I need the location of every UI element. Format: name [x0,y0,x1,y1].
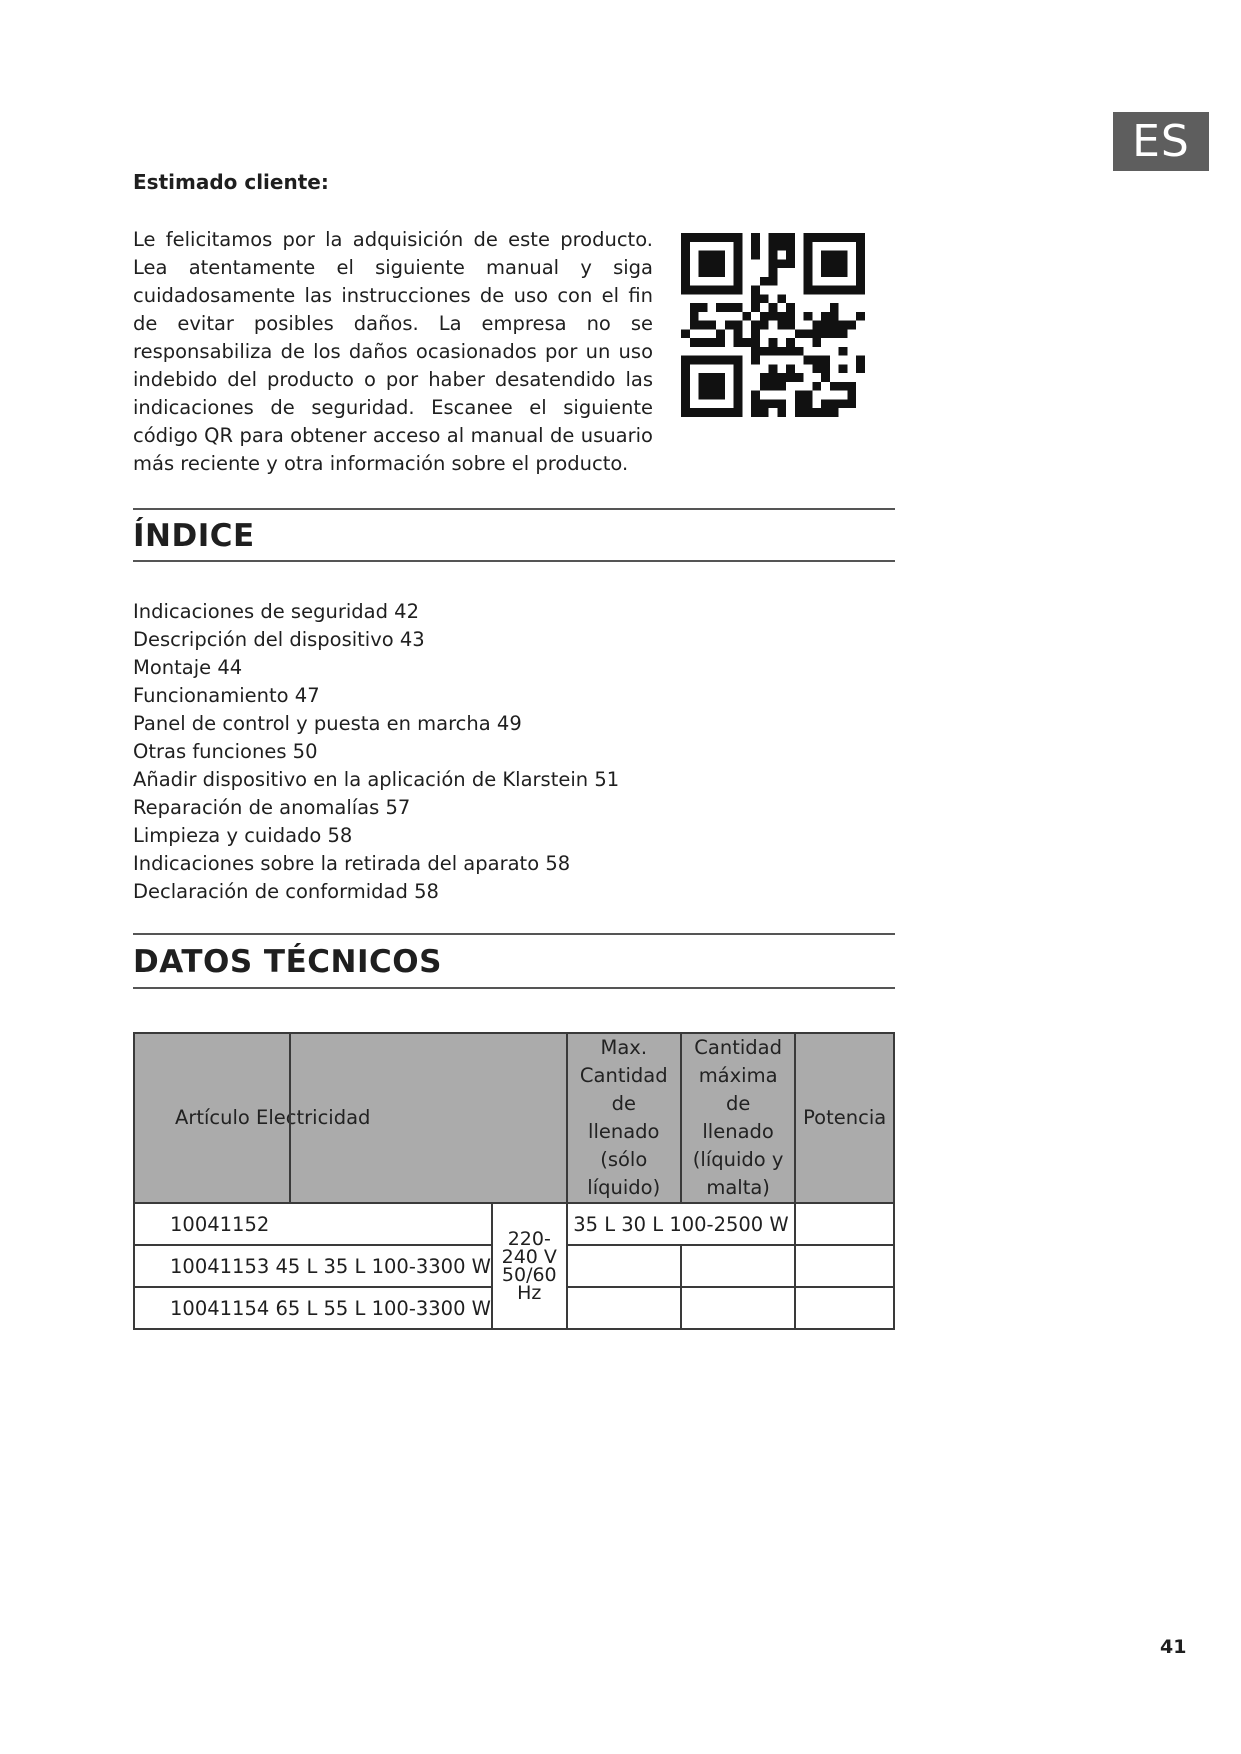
liquid-malt-cell [681,1287,795,1329]
toc-item[interactable]: Indicaciones sobre la retirada del aparato 58 [133,852,571,875]
toc-item[interactable]: Declaración de conformidad 58 [133,880,439,903]
toc-item[interactable]: Montaje 44 [133,656,243,679]
header-divider [289,1034,291,1202]
toc-item[interactable]: Descripción del dispositivo 43 [133,628,425,651]
power-cell [795,1203,894,1245]
power-cell [795,1287,894,1329]
table-of-contents [133,598,619,906]
intro-text [133,226,653,478]
index-rule-bottom [133,560,895,562]
header-max-liquid-malt: Cantidad máxima de llenado (líquido y malta) [681,1033,795,1203]
toc-item[interactable]: Indicaciones de seguridad 42 [133,600,419,623]
article-number-cell: 10041154 65 L 55 L 100-3300 W [134,1287,492,1329]
table-header-row [134,1033,894,1203]
header-article-electricity-label: Artículo Electricidad [175,1106,371,1129]
liquid-cell [567,1245,681,1287]
liquid-cell [567,1287,681,1329]
article-number-cell: 10041152 [134,1203,492,1245]
toc-item[interactable]: Reparación de anomalías 57 [133,796,411,819]
electricity-cell [492,1203,567,1329]
toc-item[interactable]: Otras funciones 50 [133,740,318,763]
liquid-malt-cell [681,1245,795,1287]
tech-rule-top [133,933,895,935]
electricity-frequency: 50/60 Hz [501,1264,557,1304]
index-rule-top [133,508,895,510]
page-number: 41 [1160,1636,1187,1658]
toc-item[interactable]: Funcionamiento 47 [133,684,320,707]
greeting: Estimado cliente: [133,170,329,194]
intro-paragraph: Le felicitamos por la adquisición de este producto. Lea atentamente el siguiente manual y siga cuidadosamente las instrucciones de uso con el fin de evitar posibles daños. La empresa no se responsabiliza de los daños ocasionados por un uso indebido del producto o por haber desatendido las indicaciones de seguridad. Escanee el siguiente código QR para obtener acceso al manual de usuario más reciente y otra información sobre el producto. [133,228,653,475]
technical-data-table [133,1032,895,1330]
header-article-electricity [134,1033,567,1203]
toc-item[interactable]: Añadir dispositivo en la aplicación de Klarstein 51 [133,768,620,791]
header-power: Potencia [795,1033,894,1203]
article-number-cell: 10041153 45 L 35 L 100-3300 W [134,1245,492,1287]
power-cell [795,1245,894,1287]
toc-item[interactable]: Panel de control y puesta en marcha 49 [133,712,522,735]
tech-rule-bottom [133,987,895,989]
electricity-voltage: 220-240 V [501,1228,557,1268]
toc-item[interactable]: Limpieza y cuidado 58 [133,824,353,847]
tech-title: DATOS TÉCNICOS [133,944,442,980]
language-badge: ES [1113,112,1209,171]
qr-code [681,233,865,417]
row1-values-cell: 35 L 30 L 100-2500 W [567,1203,796,1245]
index-title: ÍNDICE [133,518,255,554]
header-max-liquid: Max. Cantidad de llenado (sólo líquido) [567,1033,681,1203]
table-row [134,1203,894,1245]
